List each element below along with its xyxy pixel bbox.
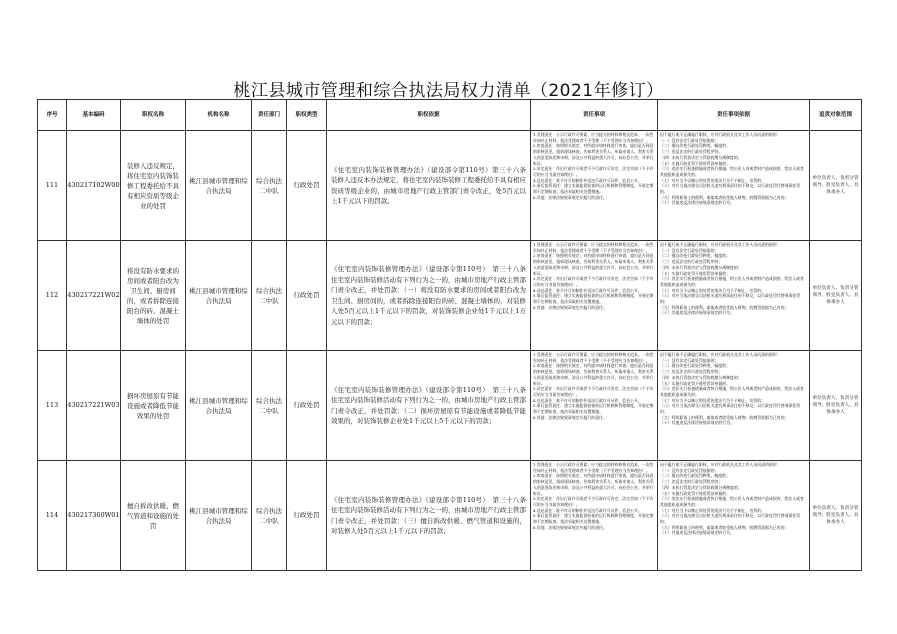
row-dept: 综合执法二中队 xyxy=(252,241,287,351)
duty-basis-line: （二）擅自改变行政处罚种类、幅度的； xyxy=(660,363,731,369)
row-org: 桃江县城市管理和综合执法局 xyxy=(186,131,252,241)
header-no: 序号 xyxy=(38,100,67,131)
duty-basis-line: （五）实施行政处罚不使用罚款单据的； xyxy=(660,490,731,496)
row-duties xyxy=(531,461,658,571)
duty-line: 4.送达责任：准予许可的制作并送达行政许可证件，信息公开。 xyxy=(533,287,642,293)
row-power-name: 损坏房屋原有节能设施或者降低节能效果的处罚 xyxy=(121,351,186,461)
row-org: 桃江县城市管理和综合执法局 xyxy=(186,461,252,571)
row-no: 114 xyxy=(38,461,67,571)
row-basis: 《住宅室内装饰装修管理办法》（建设部令第110号） 第三十八条 住宅室内装饰装修活动有下列行为之一的，由城市房地产行政主管部门责令改正，并处罚款：（一）将没有防水要求的房间或者阳台改为卫生间、厨房间的，或者拆除连接阳台的砖、混凝土墙体的，对装修人处5百元以上1千元以下的罚款，对装饰装修企业处1千元以上1万元以下的罚款； xyxy=(327,241,531,351)
duty-line: 3.决定责任：作出行政许可或者不予行政许可决定，法定告知（不予许可的应当书面告知理由）。 xyxy=(533,496,654,507)
duty-basis-line: （六）违法实行检查措施或者执行措施，给公民人身或者财产造成损害、给法人或者其他组织造成损失的； xyxy=(660,276,804,287)
duty-basis-line: （三）违反法定的行政处罚程序的； xyxy=(660,149,723,155)
duty-basis-line: （五）实施行政处罚不使用罚款单据的； xyxy=(660,270,731,276)
header-name: 职权名称 xyxy=(121,100,186,131)
duty-line: 2.审查责任：按照相关规定，对所提申请材料进行审查，提出是否同意的审核意见，组织现场核查，告知利害关系人，听取申请人、利害关系人的意见陈述和申辩，涉及公共利益的重大许可，向社会公告，并举行听证。 xyxy=(533,363,654,386)
duty-basis-line: （一）没有法定行政处罚依据的； xyxy=(660,247,719,253)
row-duty-basis xyxy=(658,351,810,461)
duty-line: 4.送达责任：准予许可的制作并送达行政许可证件，信息公开。 xyxy=(533,507,642,513)
duty-basis-line: （三）违反法定的行政处罚程序的； xyxy=(660,479,723,485)
duty-basis-line: 因不履行或不正确履行职权，应对行政机关及其工作人员问责的情形： xyxy=(660,462,781,467)
header-type: 职权类型 xyxy=(287,100,327,131)
header-accountability: 追责对象范围 xyxy=(810,100,862,131)
duty-line: 5.事后监管责任：建立实施监督检查的运行机制和管理制度，开展定期和不定期检查，依法采取相关处置措施。 xyxy=(533,403,654,415)
header-basis: 职权依据 xyxy=(327,100,531,131)
row-org: 桃江县城市管理和综合执法局 xyxy=(186,351,252,461)
duty-line: 6.其他：法律法规规章规定应履行的责任。 xyxy=(533,304,607,310)
duty-basis-line: 因不履行或不正确履行职权，应对行政机关及其工作人员问责的情形： xyxy=(660,132,781,137)
duty-basis-line: 因不履行或不正确履行职权，应对行政机关及其工作人员问责的情形： xyxy=(660,352,781,357)
duty-basis-line: （八）对应当依法移交司法机关追究刑事责任的不移交，以行政处罚代替刑事处罚的； xyxy=(660,293,801,305)
header-duties: 责任事项 xyxy=(531,100,658,131)
row-org: 桃江县城市管理和综合执法局 xyxy=(186,241,252,351)
row-duty-basis xyxy=(658,131,810,241)
duty-basis-line: （十）其他违反法律法规规章规定的行为。 xyxy=(660,310,734,316)
table-row xyxy=(38,241,862,351)
row-dept: 综合执法二中队 xyxy=(252,131,287,241)
duty-line: 3.决定责任：作出行政许可或者不予行政许可决定，法定告知（不予许可的应当书面告知理由）。 xyxy=(533,386,654,397)
row-power-name: 装修人违反规定，将住宅室内装饰装修工程委托给不具有相应资质等级企业的处罚 xyxy=(121,131,186,241)
row-accountability: 单位负责人、负责分管领导、股室负责人、具体承办人 xyxy=(810,351,862,461)
row-basis: 《住宅室内装饰装修管理办法》（建设部令第110号） 第三十八条 住宅室内装饰装修活动有下列行为之一的，由城市房地产行政主管部门责令改正，并处罚款：（二）损坏房屋原有节能设施或者降低节能效果的，对装饰装修企业处1千元以上5千元以下的罚款； xyxy=(327,351,531,461)
duty-basis-line: （十）其他违反法律法规规章规定的行为。 xyxy=(660,200,734,206)
row-accountability: 单位负责人、负责分管领导、股室负责人、具体承办人 xyxy=(810,461,862,571)
duty-basis-line: （六）违法实行检查措施或者执行措施，给公民人身或者财产造成损害、给法人或者其他组织造成损失的； xyxy=(660,166,804,177)
duty-basis-line: （九）利用职务上的便利，索取或者收受他人财物、收缴罚款据为己有的； xyxy=(660,524,789,530)
row-no: 113 xyxy=(38,351,67,461)
row-duties xyxy=(531,351,658,461)
row-dept: 综合执法二中队 xyxy=(252,351,287,461)
header-org: 机构名称 xyxy=(186,100,252,131)
table-row xyxy=(38,351,862,461)
duty-basis-line: （八）对应当依法移交司法机关追究刑事责任的不移交，以行政处罚代替刑事处罚的； xyxy=(660,403,801,415)
duty-basis-line: （十）其他违反法律法规规章规定的行为。 xyxy=(660,420,734,426)
row-type: 行政处罚 xyxy=(287,241,327,351)
duty-line: 1.受理责任：公示行政许可要素、应当提交的材料和格式范本，一次性告知补正材料，依法受理或者不予受理（不予受理应当告知理由）。 xyxy=(533,242,654,253)
duty-line: 2.审查责任：按照相关规定，对所提申请材料进行审查，提出是否同意的审核意见，组织现场核查，告知利害关系人，听取申请人、利害关系人的意见陈述和申辩，涉及公共利益的重大许可，向社会公告，并举行听证。 xyxy=(533,253,654,276)
duty-basis-line: （六）违法实行检查措施或者执行措施，给公民人身或者财产造成损害、给法人或者其他组织造成损失的； xyxy=(660,386,804,397)
row-basis: 《住宅室内装饰装修管理办法》（建设部令第110号）第三十六条 装修人违反本办法规定，将住宅室内装饰装修工程委托给不具有相应资质等级企业的，由城市房地产行政主管部门责令改正，处5百元以上1千元以下的罚款。 xyxy=(327,131,531,241)
row-duty-basis xyxy=(658,461,810,571)
duty-basis-line: （三）违反法定的行政处罚程序的； xyxy=(660,259,723,265)
row-code: 430217102W00 xyxy=(67,131,121,241)
duty-basis-line: （四）未执行罚款决定与罚款收缴分离制度的； xyxy=(660,264,742,270)
row-power-name: 擅自拆改供暖、燃气管道和设施的处罚 xyxy=(121,461,186,571)
duty-line: 4.送达责任：准予许可的制作并送达行政许可证件，信息公开。 xyxy=(533,177,642,183)
duty-basis-line: （二）擅自改变行政处罚种类、幅度的； xyxy=(660,253,731,259)
duty-basis-line: （一）没有法定行政处罚依据的； xyxy=(660,467,719,473)
duty-line: 1.受理责任：公示行政许可要素、应当提交的材料和格式范本，一次性告知补正材料，依法受理或者不予受理（不予受理应当告知理由）。 xyxy=(533,132,654,143)
duty-basis-line: （一）没有法定行政处罚依据的； xyxy=(660,137,719,143)
duty-basis-line: （一）没有法定行政处罚依据的； xyxy=(660,357,719,363)
row-dept: 综合执法二中队 xyxy=(252,461,287,571)
duty-basis-line: （十）其他违反法律法规规章规定的行为。 xyxy=(660,530,734,536)
duty-line: 3.决定责任：作出行政许可或者不予行政许可决定，法定告知（不予许可的应当书面告知理由）。 xyxy=(533,276,654,287)
row-code: 430217221W03 xyxy=(67,351,121,461)
row-no: 111 xyxy=(38,131,67,241)
duty-basis-line: （五）实施行政处罚不使用罚款单据的； xyxy=(660,160,731,166)
row-duty-basis xyxy=(658,241,810,351)
duty-line: 6.其他：法律法规规章规定应履行的责任。 xyxy=(533,194,607,200)
duty-basis-line: 因不履行或不正确履行职权，应对行政机关及其工作人员问责的情形： xyxy=(660,242,781,247)
duty-line: 5.事后监管责任：建立实施监督检查的运行机制和管理制度，开展定期和不定期检查，依法采取相关处置措施。 xyxy=(533,513,654,525)
duty-line: 6.其他：法律法规规章规定应履行的责任。 xyxy=(533,414,607,420)
duty-basis-line: （七）对应当予以制止和处罚的违法行为不予制止、处罚的； xyxy=(660,397,766,403)
duty-basis-line: （七）对应当予以制止和处罚的违法行为不予制止、处罚的； xyxy=(660,177,766,183)
header-row xyxy=(38,100,862,131)
header-dept: 责任部门 xyxy=(252,100,287,131)
row-basis: 《住宅室内装饰装修管理办法》（建设部令第110号） 第三十八条 住宅室内装饰装修活动有下列行为之一的，由城市房地产行政主管部门责令改正，并处罚款：（三）擅自拆改供暖、燃气管道和设施的，对装修人处5百元以上1千元以下的罚款； xyxy=(327,461,531,571)
row-duties xyxy=(531,131,658,241)
duty-line: 2.审查责任：按照相关规定，对所提申请材料进行审查，提出是否同意的审核意见，组织现场核查，告知利害关系人，听取申请人、利害关系人的意见陈述和申辩，涉及公共利益的重大许可，向社会公告，并举行听证。 xyxy=(533,473,654,496)
duty-basis-line: （九）利用职务上的便利，索取或者收受他人财物、收缴罚款据为己有的； xyxy=(660,414,789,420)
table-row xyxy=(38,461,862,571)
duty-line: 6.其他：法律法规规章规定应履行的责任。 xyxy=(533,524,607,530)
duty-basis-line: （七）对应当予以制止和处罚的违法行为不予制止、处罚的； xyxy=(660,507,766,513)
duty-basis-line: （四）未执行罚款决定与罚款收缴分离制度的； xyxy=(660,374,742,380)
power-list-table xyxy=(37,99,862,571)
row-accountability: 单位负责人、负责分管领导、股室负责人、具体承办人 xyxy=(810,241,862,351)
row-accountability: 单位负责人、负责分管领导、股室负责人、具体承办人 xyxy=(810,131,862,241)
duty-basis-line: （二）擅自改变行政处罚种类、幅度的； xyxy=(660,143,731,149)
duty-line: 1.受理责任：公示行政许可要素、应当提交的材料和格式范本，一次性告知补正材料，依法受理或者不予受理（不予受理应当告知理由）。 xyxy=(533,352,654,363)
header-duty-basis: 责任事项依据 xyxy=(658,100,810,131)
row-duties xyxy=(531,241,658,351)
header-code: 基本编码 xyxy=(67,100,121,131)
duty-basis-line: （八）对应当依法移交司法机关追究刑事责任的不移交，以行政处罚代替刑事处罚的； xyxy=(660,513,801,525)
duty-basis-line: （九）利用职务上的便利，索取或者收受他人财物、收缴罚款据为己有的； xyxy=(660,304,789,310)
row-type: 行政处罚 xyxy=(287,461,327,571)
row-no: 112 xyxy=(38,241,67,351)
duty-line: 2.审查责任：按照相关规定，对所提申请材料进行审查，提出是否同意的审核意见，组织现场核查，告知利害关系人，听取申请人、利害关系人的意见陈述和申辩，涉及公共利益的重大许可，向社会公告，并举行听证。 xyxy=(533,143,654,166)
duty-basis-line: （四）未执行罚款决定与罚款收缴分离制度的； xyxy=(660,154,742,160)
row-power-name: 将没有防水要求的房间或者阳台改为卫生间、厨房间的，或者拆除连接阳台的砖、混凝土墙体的处罚 xyxy=(121,241,186,351)
duty-basis-line: （三）违反法定的行政处罚程序的； xyxy=(660,369,723,375)
duty-line: 3.决定责任：作出行政许可或者不予行政许可决定，法定告知（不予许可的应当书面告知理由）。 xyxy=(533,166,654,177)
duty-line: 5.事后监管责任：建立实施监督检查的运行机制和管理制度，开展定期和不定期检查，依法采取相关处置措施。 xyxy=(533,183,654,195)
duty-line: 5.事后监管责任：建立实施监督检查的运行机制和管理制度，开展定期和不定期检查，依法采取相关处置措施。 xyxy=(533,293,654,305)
duty-basis-line: （六）违法实行检查措施或者执行措施，给公民人身或者财产造成损害、给法人或者其他组织造成损失的； xyxy=(660,496,804,507)
duty-basis-line: （四）未执行罚款决定与罚款收缴分离制度的； xyxy=(660,484,742,490)
row-code: 430217360W01 xyxy=(67,461,121,571)
duty-basis-line: （九）利用职务上的便利，索取或者收受他人财物、收缴罚款据为己有的； xyxy=(660,194,789,200)
table-row xyxy=(38,131,862,241)
duty-basis-line: （八）对应当依法移交司法机关追究刑事责任的不移交，以行政处罚代替刑事处罚的； xyxy=(660,183,801,195)
row-type: 行政处罚 xyxy=(287,131,327,241)
duty-basis-line: （七）对应当予以制止和处罚的违法行为不予制止、处罚的； xyxy=(660,287,766,293)
duty-line: 4.送达责任：准予许可的制作并送达行政许可证件，信息公开。 xyxy=(533,397,642,403)
row-code: 430217221W02 xyxy=(67,241,121,351)
duty-line: 1.受理责任：公示行政许可要素、应当提交的材料和格式范本，一次性告知补正材料，依法受理或者不予受理（不予受理应当告知理由）。 xyxy=(533,462,654,473)
row-type: 行政处罚 xyxy=(287,351,327,461)
duty-basis-line: （二）擅自改变行政处罚种类、幅度的； xyxy=(660,473,731,479)
page-title: 桃江县城市管理和综合执法局权力清单（2021年修订） xyxy=(233,81,664,101)
duty-basis-line: （五）实施行政处罚不使用罚款单据的； xyxy=(660,380,731,386)
